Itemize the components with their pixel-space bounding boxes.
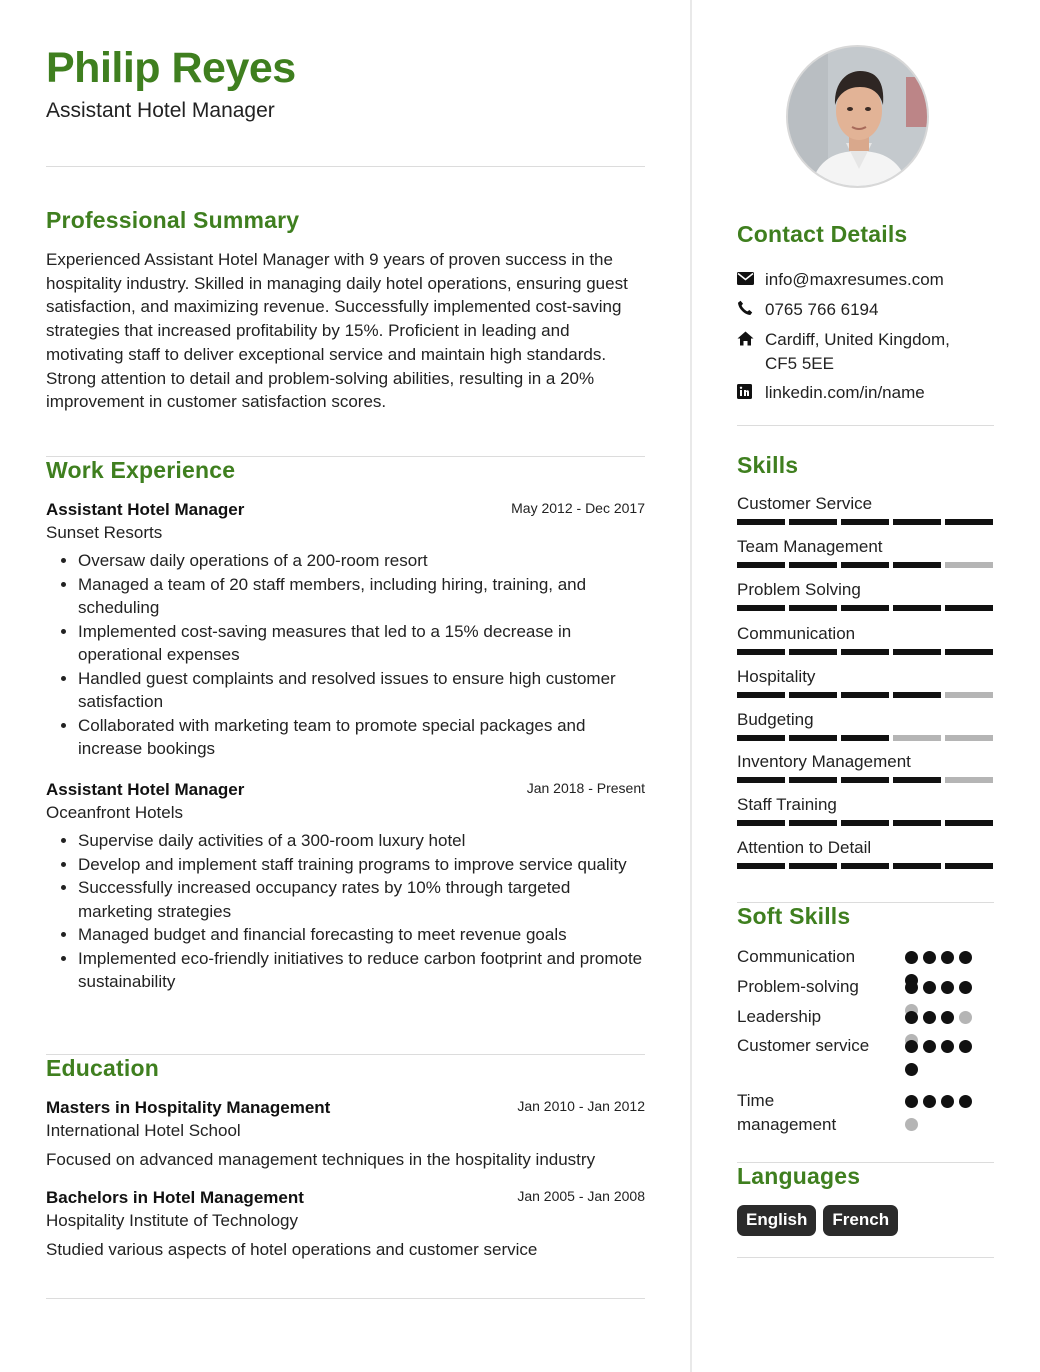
skill-level-segment (945, 519, 993, 525)
rating-dot (941, 1040, 954, 1053)
skill-level-segment (945, 820, 993, 826)
rating-dot (905, 1011, 918, 1024)
rating-dot (923, 1011, 936, 1024)
skill-level-segment (841, 820, 889, 826)
languages-heading: Languages (737, 1163, 861, 1189)
rating-dot (959, 1011, 972, 1024)
rating-dot (923, 1095, 936, 1108)
skill-label: Attention to Detail (737, 838, 872, 857)
skill-level-segment (737, 605, 785, 611)
skill-level-segment (841, 605, 889, 611)
skill-item (737, 537, 994, 557)
home-icon (737, 328, 765, 348)
job-entry (46, 780, 645, 994)
skill-level-segment (737, 519, 785, 525)
skill-level-segment (789, 519, 837, 525)
skill-level-segment (945, 863, 993, 869)
job-bullets (46, 829, 645, 994)
skill-level-segment (893, 735, 941, 741)
skill-label: Staff Training (737, 795, 837, 814)
rating-dot (905, 1040, 918, 1053)
skill-item (737, 494, 994, 514)
skill-level-segment (841, 562, 889, 568)
soft-skill-label: Problem-solving (737, 977, 859, 996)
skill-label: Hospitality (737, 667, 816, 686)
skill-level-segment (789, 735, 837, 741)
experience-heading: Work Experience (46, 457, 236, 483)
skill-level-segment (893, 777, 941, 783)
section-divider (46, 1298, 645, 1299)
summary-text: Experienced Assistant Hotel Manager with 9 years of proven success in the hospitality industry. Skilled in managing daily hotel operations, ensuring guest satisfaction, and maximizing revenue. Successfully implemented cost-saving strategies that increased profitability by 15%. Proficient in leading and motivating staff to deliver exceptional service and maintain high standards. Strong attention to detail and problem-solving abilities, resulting in a 20% improvement in customer satisfaction scores. (46, 250, 628, 412)
skill-level-segment (789, 562, 837, 568)
skill-item (737, 710, 994, 730)
skill-level-segment (841, 735, 889, 741)
skill-level-segment (893, 605, 941, 611)
education-entry (46, 1188, 645, 1260)
skill-level-segment (789, 863, 837, 869)
rating-dot (905, 1063, 918, 1076)
contact-phone[interactable] (737, 298, 994, 322)
skill-label: Budgeting (737, 710, 814, 729)
skill-level-segment (789, 777, 837, 783)
job-bullet: • Managed budget and financial forecasting to meet revenue goals (78, 923, 645, 947)
skills-heading: Skills (737, 452, 799, 478)
email-icon (737, 268, 765, 288)
job-entry (46, 500, 645, 761)
skill-level-segment (789, 605, 837, 611)
skill-level-segment (893, 820, 941, 826)
skill-level-bar (737, 863, 994, 869)
language-pill: English (737, 1205, 816, 1236)
skill-level-segment (737, 735, 785, 741)
avatar-illustration (788, 47, 929, 188)
skill-level-segment (945, 735, 993, 741)
skill-label: Team Management (737, 537, 883, 556)
edu-dates: Jan 2010 - Jan 2012 (517, 1098, 645, 1114)
skill-level-bar (737, 562, 994, 568)
sidebar-divider (737, 425, 994, 426)
job-dates: May 2012 - Dec 2017 (511, 500, 645, 516)
edu-school: Hospitality Institute of Technology (46, 1211, 298, 1230)
linkedin-icon (737, 381, 765, 401)
job-bullets (46, 549, 645, 761)
skill-level-bar (737, 777, 994, 783)
contact-heading: Contact Details (737, 221, 908, 247)
rating-dot (959, 1095, 972, 1108)
rating-dot (923, 1040, 936, 1053)
job-bullet: • Managed a team of 20 staff members, including hiring, training, and scheduling (78, 573, 645, 620)
education-heading: Education (46, 1055, 159, 1081)
soft-skill-label: Customer service (737, 1036, 870, 1055)
job-bullet: • Implemented eco-friendly initiatives to reduce carbon footprint and promote sustainability (78, 947, 645, 994)
rating-dot (941, 1095, 954, 1108)
skill-item (737, 667, 994, 687)
skill-level-segment (789, 820, 837, 826)
skill-level-segment (737, 562, 785, 568)
rating-dot (959, 981, 972, 994)
edu-dates: Jan 2005 - Jan 2008 (517, 1188, 645, 1204)
skill-level-segment (789, 692, 837, 698)
skill-level-segment (945, 649, 993, 655)
rating-dot (941, 951, 954, 964)
soft-skill-label: Leadership (737, 1007, 822, 1026)
skill-item (737, 838, 994, 858)
rating-dot (905, 981, 918, 994)
skill-label: Customer Service (737, 494, 873, 513)
skill-item (737, 795, 994, 815)
rating-dot (923, 951, 936, 964)
skill-level-segment (737, 777, 785, 783)
job-bullet: • Successfully increased occupancy rates by 10% through targeted marketing strategies (78, 876, 645, 923)
skill-level-segment (893, 562, 941, 568)
soft-skills-heading: Soft Skills (737, 903, 851, 929)
edu-school: International Hotel School (46, 1121, 241, 1140)
job-bullet: • Oversaw daily operations of a 200-room resort (78, 549, 645, 573)
email-text: info@maxresumes.com (765, 270, 944, 289)
profile-photo (786, 45, 929, 188)
skill-level-segment (945, 605, 993, 611)
edu-degree: Bachelors in Hotel Management (46, 1188, 304, 1207)
skill-level-segment (737, 863, 785, 869)
job-bullet: • Collaborated with marketing team to promote special packages and increase bookings (78, 714, 645, 761)
skill-level-bar (737, 692, 994, 698)
skill-level-segment (893, 863, 941, 869)
languages-list (737, 1205, 898, 1236)
job-company: Sunset Resorts (46, 523, 163, 542)
contact-linkedin[interactable] (737, 381, 994, 405)
skill-level-segment (841, 692, 889, 698)
skill-level-segment (945, 777, 993, 783)
skill-level-bar (737, 605, 994, 611)
summary-heading: Professional Summary (46, 207, 300, 233)
job-dates: Jan 2018 - Present (526, 780, 645, 796)
rating-dot (905, 951, 918, 964)
skill-level-segment (789, 649, 837, 655)
sidebar-divider (737, 1257, 994, 1258)
skill-label: Communication (737, 624, 856, 643)
skill-level-segment (841, 863, 889, 869)
soft-skill-label: Time management (737, 1091, 837, 1134)
rating-dot (941, 981, 954, 994)
candidate-role: Assistant Hotel Manager (46, 99, 275, 122)
skill-level-segment (737, 820, 785, 826)
edu-description: Focused on advanced management techniques in the hospitality industry (46, 1150, 596, 1169)
soft-skill-label: Communication (737, 947, 856, 966)
rating-dot (959, 951, 972, 964)
candidate-name: Philip Reyes (46, 44, 296, 92)
skill-level-bar (737, 820, 994, 826)
skill-level-segment (893, 692, 941, 698)
edu-description: Studied various aspects of hotel operations and customer service (46, 1240, 538, 1259)
skill-level-bar (737, 519, 994, 525)
header-divider (46, 166, 645, 167)
skill-label: Problem Solving (737, 580, 861, 599)
column-divider (690, 0, 692, 1372)
address-line-2: CF5 5EE (765, 353, 834, 373)
skill-level-segment (737, 692, 785, 698)
education-entry (46, 1098, 645, 1170)
skill-level-bar (737, 649, 994, 655)
rating-dot (905, 1118, 918, 1131)
job-bullet: • Implemented cost-saving measures that led to a 15% decrease in operational expenses (78, 620, 645, 667)
rating-dot (941, 1011, 954, 1024)
skill-level-segment (841, 649, 889, 655)
skill-level-segment (893, 649, 941, 655)
phone-icon (737, 298, 765, 318)
job-bullet: • Develop and implement staff training programs to improve service quality (78, 853, 645, 877)
rating-dot (905, 1095, 918, 1108)
skill-label: Inventory Management (737, 752, 911, 771)
job-company: Oceanfront Hotels (46, 803, 184, 822)
rating-dot (959, 1040, 972, 1053)
skill-item (737, 580, 994, 600)
address-text (765, 328, 950, 375)
skill-level-segment (737, 649, 785, 655)
job-title: Assistant Hotel Manager (46, 780, 245, 799)
language-pill: French (823, 1205, 898, 1236)
job-bullet: • Supervise daily activities of a 300-room luxury hotel (78, 829, 645, 853)
skill-item (737, 624, 994, 644)
job-bullet: • Handled guest complaints and resolved issues to ensure high customer satisfaction (78, 667, 645, 714)
skill-level-segment (841, 777, 889, 783)
edu-degree: Masters in Hospitality Management (46, 1098, 331, 1117)
skill-level-segment (945, 562, 993, 568)
skill-level-bar (737, 735, 994, 741)
skill-level-segment (945, 692, 993, 698)
skill-item (737, 752, 994, 772)
address-line-1: Cardiff, United Kingdom, (765, 330, 950, 349)
phone-text: 0765 766 6194 (765, 300, 879, 319)
linkedin-text: linkedin.com/in/name (765, 383, 925, 402)
contact-address (737, 328, 994, 375)
job-title: Assistant Hotel Manager (46, 500, 245, 519)
contact-email[interactable] (737, 268, 994, 292)
skill-level-segment (841, 519, 889, 525)
skill-level-segment (893, 519, 941, 525)
rating-dot (923, 981, 936, 994)
